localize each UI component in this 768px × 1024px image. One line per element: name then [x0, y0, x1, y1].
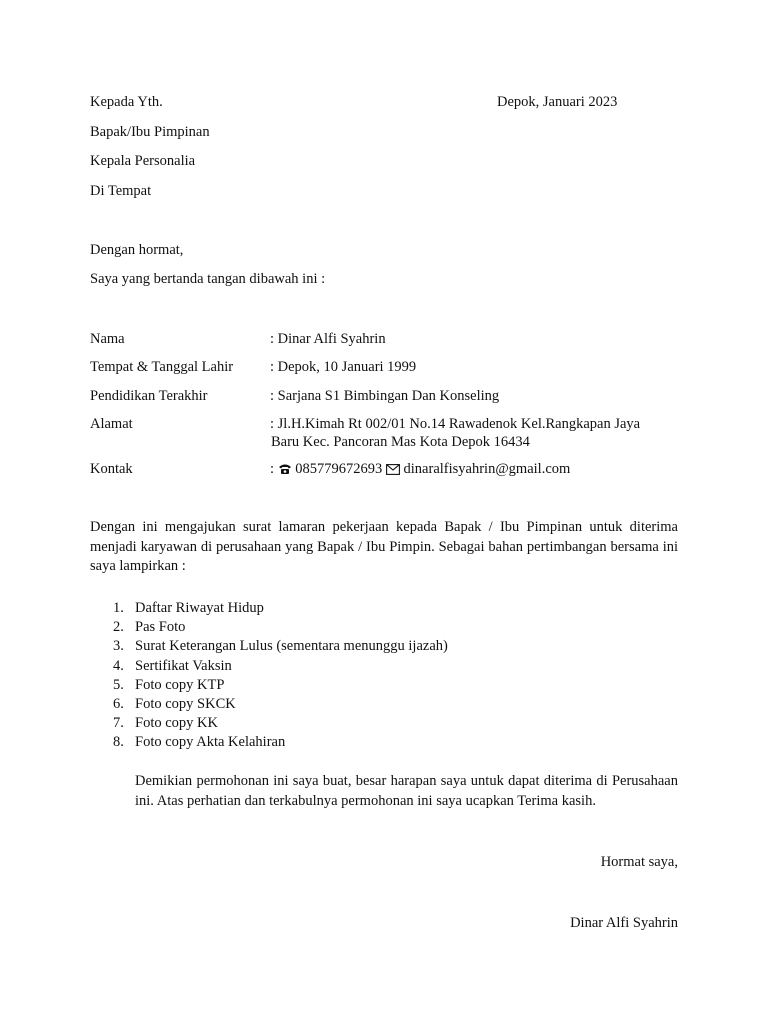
- recipient-line-4: Di Tempat: [90, 183, 152, 199]
- field-label-contact: Kontak: [90, 461, 133, 477]
- field-value-education: : Sarjana S1 Bimbingan Dan Konseling: [270, 388, 500, 404]
- intro-line: Saya yang bertanda tangan dibawah ini :: [90, 271, 326, 287]
- attachment-list: [90, 599, 448, 753]
- phone-icon: [278, 462, 292, 480]
- sign-off: Hormat saya,: [600, 854, 678, 870]
- signature-name: Dinar Alfi Syahrin: [570, 915, 678, 931]
- field-label-address: Alamat: [90, 416, 133, 432]
- list-item: 4. Sertifikat Vaksin: [113, 657, 232, 674]
- field-value-name: : Dinar Alfi Syahrin: [270, 331, 386, 347]
- list-item: 3. Surat Keterangan Lulus (sementara menunggu ijazah): [113, 638, 448, 655]
- list-item: 7. Foto copy KK: [113, 715, 218, 732]
- greeting: Dengan hormat,: [90, 242, 184, 258]
- field-label-education: Pendidikan Terakhir: [90, 388, 208, 404]
- contact-prefix: :: [270, 461, 275, 477]
- list-item: 6. Foto copy SKCK: [113, 695, 236, 712]
- recipient-line-2: Bapak/Ibu Pimpinan: [90, 124, 210, 140]
- field-value-contact: [270, 460, 570, 480]
- recipient-line-1: Kepada Yth.: [90, 94, 163, 110]
- field-value-birth: : Depok, 10 Januari 1999: [270, 359, 417, 375]
- body-paragraph: Dengan ini mengajukan surat lamaran pekerjaan kepada Bapak / Ibu Pimpinan untuk diterima menjadi karyawan di perusahaan yang Bapak / Ibu Pimpin. Sebagai bahan pertimbangan bersama ini saya lampirkan :: [90, 519, 678, 574]
- field-label-name: Nama: [90, 331, 125, 347]
- closing-paragraph: Demikian permohonan ini saya buat, besar harapan saya untuk dapat diterima di Perusahaan ini. Atas perhatian dan terkabulnya permohonan ini saya ucapkan Terima kasih.: [135, 773, 678, 809]
- field-label-birth: Tempat & Tanggal Lahir: [90, 359, 234, 375]
- list-item: 8. Foto copy Akta Kelahiran: [113, 734, 286, 751]
- letter-date: Depok, Januari 2023: [497, 94, 618, 110]
- list-item: 2. Pas Foto: [113, 619, 186, 636]
- list-item: 1. Daftar Riwayat Hidup: [113, 600, 264, 616]
- recipient-line-3: Kepala Personalia: [90, 153, 196, 169]
- contact-phone: 085779672693: [295, 461, 383, 477]
- contact-email: dinaralfisyahrin@gmail.com: [403, 461, 571, 477]
- envelope-icon: [386, 462, 400, 480]
- field-value-address-line1: : Jl.H.Kimah Rt 002/01 No.14 Rawadenok Kel.Rangkapan Jaya: [270, 416, 641, 432]
- list-item: 5. Foto copy KTP: [113, 676, 225, 693]
- field-value-address-line2: Baru Kec. Pancoran Mas Kota Depok 16434: [271, 434, 530, 450]
